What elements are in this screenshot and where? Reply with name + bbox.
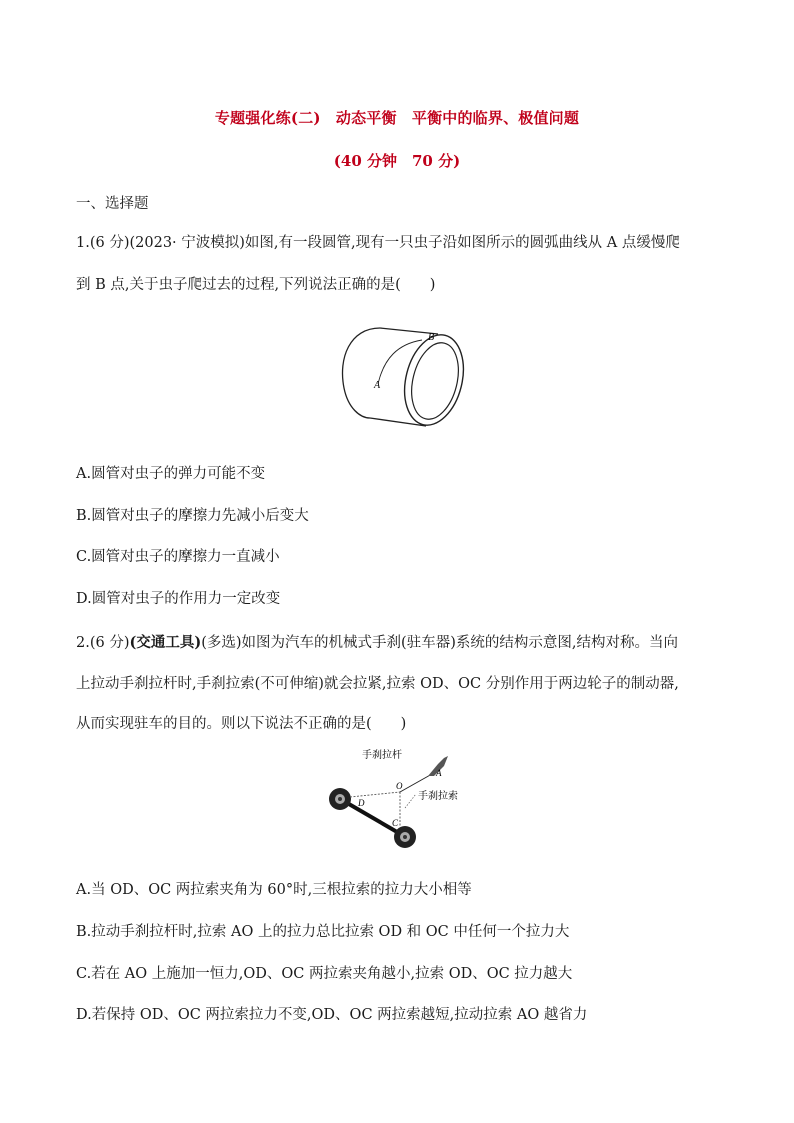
question-2-option-d: D.若保持 OD、OC 两拉索拉力不变,OD、OC 两拉索越短,拉动拉索 AO 越省力 xyxy=(76,1007,588,1023)
question-1-option-d: D.圆管对虫子的作用力一定改变 xyxy=(76,591,281,607)
cable-label: 手刹拉索 xyxy=(418,791,458,802)
point-o-label: O xyxy=(396,781,403,791)
question-1-option-a: A.圆管对虫子的弹力可能不变 xyxy=(76,466,266,482)
question-2-line-2: 上拉动手刹拉杆时,手刹拉索(不可伸缩)就会拉紧,拉索 OD、OC 分别作用于两边轮子的制动器, xyxy=(76,676,679,692)
point-a-label: A xyxy=(436,768,442,778)
question-2-prefix: 2.(6 分) xyxy=(76,635,130,651)
handbrake-figure xyxy=(320,744,480,852)
question-2-line-3: 从而实现驻车的目的。则以下说法不正确的是( ) xyxy=(76,716,407,732)
point-c-label: C xyxy=(392,818,399,828)
point-b-label: B xyxy=(428,332,435,343)
question-2-option-c: C.若在 AO 上施加一恒力,OD、OC 两拉索夹角越小,拉索 OD、OC 拉力越大 xyxy=(76,966,573,982)
question-2-option-a: A.当 OD、OC 两拉索夹角为 60°时,三根拉索的拉力大小相等 xyxy=(76,882,472,898)
point-d-label: D xyxy=(358,798,365,808)
question-1-option-c: C.圆管对虫子的摩擦力一直减小 xyxy=(76,549,280,565)
section-heading: 一、选择题 xyxy=(76,196,149,212)
tube-figure xyxy=(330,318,470,434)
point-a-label: A xyxy=(374,380,381,391)
topic-tag: (交通工具) xyxy=(129,634,202,651)
lever-label: 手刹拉杆 xyxy=(362,750,402,761)
question-2-line-1-rest: (多选)如图为汽车的机械式手刹(驻车器)系统的结构示意图,结构对称。当向 xyxy=(201,635,678,651)
time-score-subtitle: (40 分钟 70 分) xyxy=(333,152,461,170)
question-1-option-b: B.圆管对虫子的摩擦力先减小后变大 xyxy=(76,508,309,524)
page-title: 专题强化练(二) 动态平衡 平衡中的临界、极值问题 xyxy=(214,109,580,127)
question-2-option-b: B.拉动手刹拉杆时,拉索 AO 上的拉力总比拉索 OD 和 OC 中任何一个拉力大 xyxy=(76,924,570,940)
question-1-line-1: 1.(6 分)(2023· 宁波模拟)如图,有一段圆管,现有一只虫子沿如图所示的圆弧曲线从 A 点缓慢爬 xyxy=(76,235,680,251)
question-2-line-1 xyxy=(76,628,726,658)
question-1-line-2: 到 B 点,关于虫子爬过去的过程,下列说法正确的是( ) xyxy=(76,277,436,293)
